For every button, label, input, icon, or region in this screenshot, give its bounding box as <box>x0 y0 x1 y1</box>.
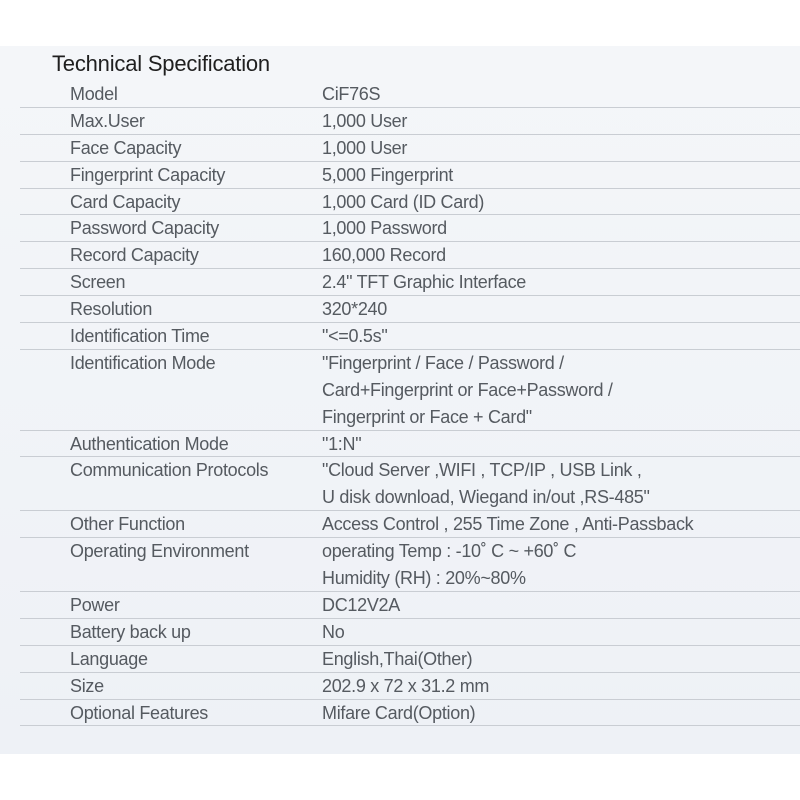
spec-label: Model <box>70 84 118 104</box>
spec-value-line: Fingerprint or Face + Card" <box>322 406 532 427</box>
spec-table <box>20 81 800 726</box>
spec-value-line: No <box>322 621 345 642</box>
spec-value-line: English,Thai(Other) <box>322 648 473 669</box>
spec-label: Password Capacity <box>70 218 219 239</box>
spec-label: Optional Features <box>70 702 208 723</box>
spec-value <box>322 323 800 349</box>
spec-value-line: 5,000 Fingerprint <box>322 164 453 185</box>
spec-value-line: 1,000 Password <box>322 218 447 239</box>
spec-value-line: Access Control , 255 Time Zone , Anti-Passback <box>322 514 694 535</box>
spec-label: Face Capacity <box>70 137 182 158</box>
spec-row-card-capacity <box>20 189 800 216</box>
spec-label: Max.User <box>70 110 145 131</box>
spec-row-communication-protocols <box>20 457 800 511</box>
spec-label: Resolution <box>70 299 153 320</box>
spec-value-line: 160,000 Record <box>322 245 446 266</box>
spec-value-line: U disk download, Wiegand in/out ,RS-485" <box>322 487 650 508</box>
spec-row-face-capacity <box>20 135 800 162</box>
spec-value-line: operating Temp : -10˚ C ~ +60˚ C <box>322 541 577 562</box>
spec-value-line: 1,000 User <box>322 137 408 158</box>
spec-value <box>322 162 800 188</box>
spec-value <box>322 242 800 268</box>
spec-value <box>322 269 800 295</box>
spec-value-line: 1,000 Card (ID Card) <box>322 191 485 212</box>
spec-label: Identification Mode <box>70 352 216 373</box>
spec-value <box>322 592 800 618</box>
spec-row-language <box>20 646 800 673</box>
spec-row-identification-mode <box>20 350 800 431</box>
spec-value-line: Card+Fingerprint or Face+Password / <box>322 379 613 400</box>
spec-label: Fingerprint Capacity <box>70 164 226 185</box>
spec-value <box>322 135 800 161</box>
spec-row-fingerprint-capacity <box>20 162 800 189</box>
spec-label: Identification Time <box>70 326 210 347</box>
spec-row-screen <box>20 269 800 296</box>
spec-value-line: 1,000 User <box>322 110 408 131</box>
spec-label: Language <box>70 648 148 669</box>
spec-row-max-user <box>20 108 800 135</box>
spec-value <box>322 108 800 134</box>
spec-value-line: Mifare Card(Option) <box>322 702 476 723</box>
spec-value-line: 320*240 <box>322 299 387 320</box>
spec-value-line: "Cloud Server ,WIFI , TCP/IP , USB Link , <box>322 460 642 481</box>
spec-row-authentication-mode <box>20 431 800 458</box>
spec-value <box>322 215 800 241</box>
spec-row-password-capacity <box>20 215 800 242</box>
spec-row-other-function <box>20 511 800 538</box>
spec-value-line: 202.9 x 72 x 31.2 mm <box>322 675 490 696</box>
spec-label: Other Function <box>70 514 185 535</box>
spec-label: Communication Protocols <box>70 460 269 481</box>
spec-value-line: DC12V2A <box>322 594 400 615</box>
spec-row-optional-features <box>20 700 800 727</box>
spec-row-resolution <box>20 296 800 323</box>
spec-value <box>322 350 800 430</box>
spec-value <box>322 457 800 510</box>
spec-label: Size <box>70 675 104 696</box>
spec-row-identification-time <box>20 323 800 350</box>
spec-value <box>322 81 800 107</box>
spec-label: Screen <box>70 272 126 293</box>
spec-value <box>322 189 800 215</box>
spec-row-record-capacity <box>20 242 800 269</box>
spec-row-operating-environment <box>20 538 800 592</box>
spec-value <box>322 619 800 645</box>
spec-row-power <box>20 592 800 619</box>
spec-value-line: "1:N" <box>322 433 362 454</box>
spec-title: Technical Specification <box>52 51 270 76</box>
spec-label: Power <box>70 594 120 615</box>
spec-value <box>322 646 800 672</box>
spec-label: Record Capacity <box>70 245 199 266</box>
spec-value <box>322 296 800 322</box>
spec-row-model <box>20 81 800 108</box>
spec-label: Authentication Mode <box>70 433 229 454</box>
spec-label: Battery back up <box>70 621 191 642</box>
spec-label: Card Capacity <box>70 191 181 212</box>
spec-row-battery-back-up <box>20 619 800 646</box>
spec-label: Operating Environment <box>70 541 249 562</box>
spec-value-line: Humidity (RH) : 20%~80% <box>322 568 526 589</box>
spec-value <box>322 511 800 537</box>
spec-value-line: "<=0.5s" <box>322 326 388 347</box>
spec-value <box>322 538 800 591</box>
spec-value-line: 2.4" TFT Graphic Interface <box>322 272 527 293</box>
spec-value-line: "Fingerprint / Face / Password / <box>322 352 564 373</box>
spec-value <box>322 700 800 726</box>
spec-row-size <box>20 673 800 700</box>
spec-value <box>322 431 800 457</box>
spec-value-line: CiF76S <box>322 84 381 104</box>
spec-value <box>322 673 800 699</box>
